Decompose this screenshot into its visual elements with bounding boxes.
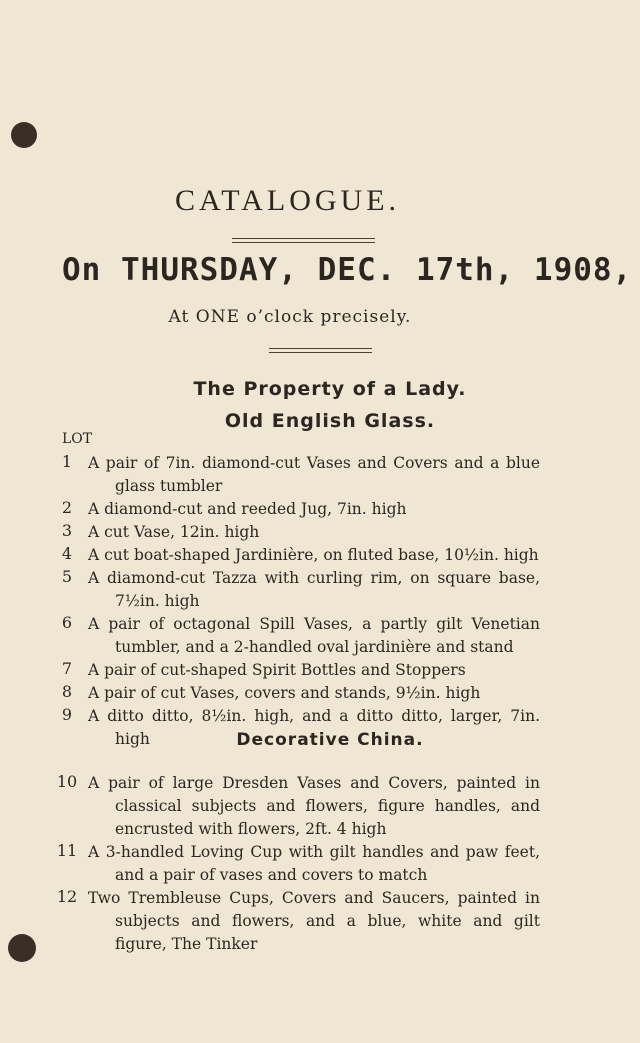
sale-time: At ONE o’clock precisely. — [168, 307, 412, 327]
lot-description: A diamond-cut Tazza with curling rim, on square base, 7½in. high — [88, 569, 540, 610]
lot-number: 5 — [61, 567, 73, 586]
lot-description: A pair of cut-shaped Spirit Bottles and Stoppers — [88, 661, 466, 679]
lot-number: 11 — [56, 841, 78, 860]
lot-description: A cut boat-shaped Jardinière, on fluted base, 10½in. high — [88, 546, 539, 564]
lot-description: A pair of octagonal Spill Vases, a partly gilt Venetian tumbler, and a 2-handled oval jardinière and stand — [88, 615, 540, 656]
lot-number: 4 — [61, 544, 73, 563]
lot-description: A cut Vase, 12in. high — [88, 523, 260, 541]
binding-hole-bottom — [8, 934, 36, 962]
lot-number: 9 — [61, 705, 73, 724]
heading-rule — [232, 238, 375, 243]
lot-number: 8 — [61, 682, 73, 701]
lot-description: A 3-handled Loving Cup with gilt handles and paw feet, and a pair of vases and covers to match — [88, 843, 540, 884]
lot-description: Two Trembleuse Cups, Covers and Saucers, painted in subjects and flowers, and a blue, white and gilt figure, The Tinker — [88, 889, 540, 953]
lot-description: A pair of large Dresden Vases and Covers, painted in classical subjects and flowers, figure handles, and encrusted with flowers, 2ft. 4 high — [88, 774, 540, 838]
sale-date: On THURSDAY, DEC. 17th, 1908, — [62, 252, 633, 288]
lot-number: 3 — [61, 521, 73, 540]
lot-number: 7 — [61, 659, 73, 678]
lot-description: A pair of 7in. diamond-cut Vases and Covers and a blue glass tumbler — [88, 454, 540, 495]
lot-number: 1 — [61, 452, 73, 471]
lot-number: 12 — [56, 887, 78, 906]
section-title-china: Decorative China. — [236, 730, 424, 750]
lot-number: 10 — [56, 772, 78, 791]
lot-number: 6 — [61, 613, 73, 632]
binding-hole-top — [11, 122, 37, 148]
lot-description: A pair of cut Vases, covers and stands, 9½in. high — [88, 684, 481, 702]
lot-number: 2 — [61, 498, 73, 517]
lot-description: A ditto ditto, 8½in. high, and a ditto ditto, larger, 7in. high — [88, 707, 540, 748]
lot-description: A diamond-cut and reeded Jug, 7in. high — [88, 500, 407, 518]
catalogue-heading: CATALOGUE. — [174, 184, 401, 217]
lot-column-label: LOT — [62, 431, 93, 447]
property-heading: The Property of a Lady. — [193, 378, 467, 400]
time-rule — [269, 348, 372, 353]
section-title-glass: Old English Glass. — [224, 410, 436, 432]
